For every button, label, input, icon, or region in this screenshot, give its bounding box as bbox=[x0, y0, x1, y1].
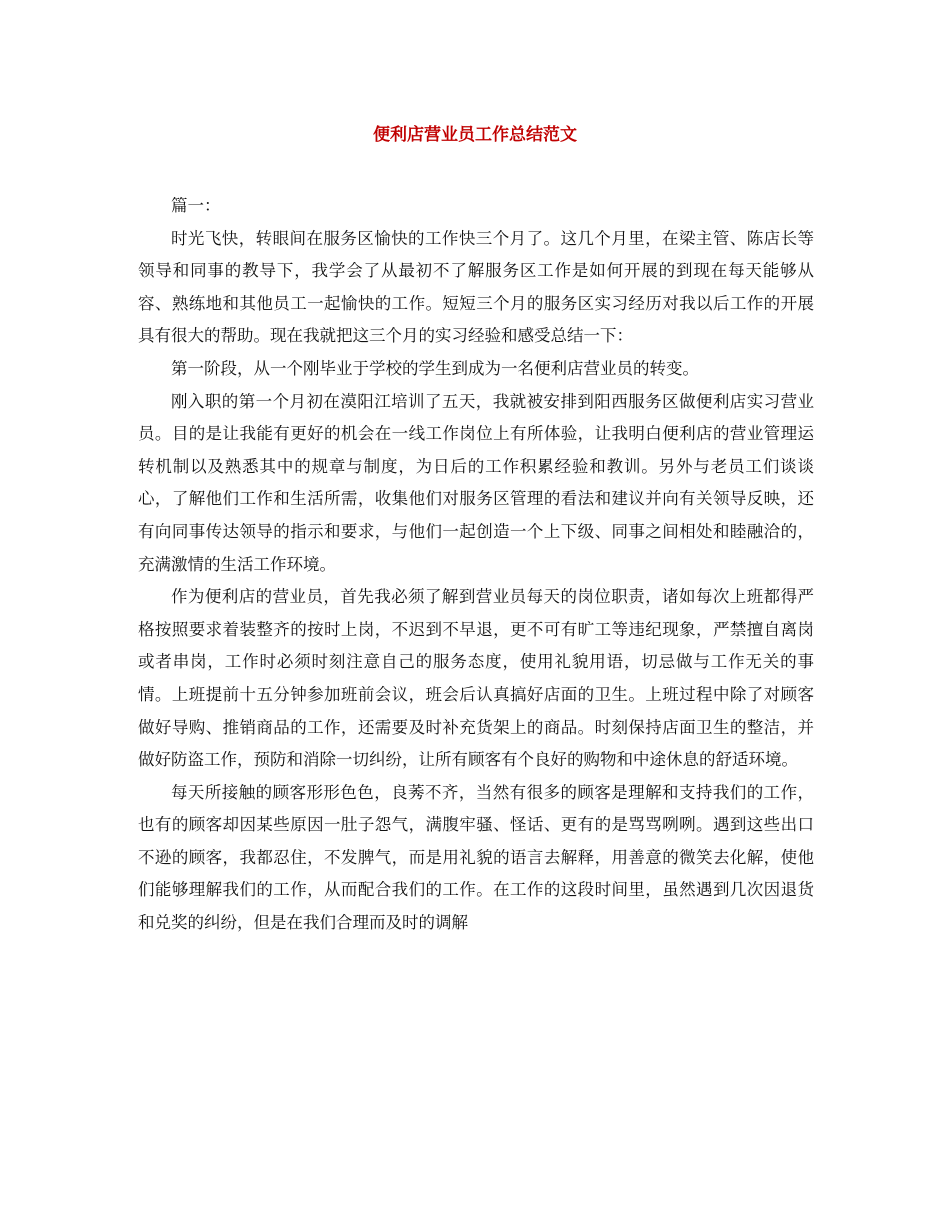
document-body bbox=[138, 190, 814, 940]
paragraph-customers: 每天所接触的顾客形形色色，良莠不齐，当然有很多的顾客是理解和支持我们的工作，也有的顾客却因某些原因一肚子怨气，满腹牢骚、怪话、更有的是骂骂咧咧。遇到这些出口不逊的顾客，我都忍住，不发脾气，而是用礼貌的语言去解释，用善意的微笑去化解，使他们能够理解我们的工作，从而配合我们的工作。在工作的这段时间里，虽然遇到几次因退货和兑奖的纠纷，但是在我们合理而及时的调解 bbox=[138, 782, 814, 933]
paragraph-training: 刚入职的第一个月初在漠阳江培训了五天，我就被安排到阳西服务区做便利店实习营业员。目的是让我能有更好的机会在一线工作岗位上有所体验，让我明白便利店的营业管理运转机制以及熟悉其中的规章与制度，为日后的工作积累经验和教训。另外与老员工们谈谈心，了解他们工作和生活所需，收集他们对服务区管理的看法和建议并向有关领导反映，还有向同事传达领导的指示和要求，与他们一起创造一个上下级、同事之间相处和睦融洽的，充满激情的生活工作环境。 bbox=[138, 391, 814, 574]
paragraph-duties: 作为便利店的营业员，首先我必须了解到营业员每天的岗位职责，诸如每次上班都得严格按照要求着装整齐的按时上岗，不迟到不早退，更不可有旷工等违纪现象，严禁擅自离岗或者串岗，工作时必须时刻注意自己的服务态度，使用礼貌用语，切忌做与工作无关的事情。上班提前十五分钟参加班前会议，班会后认真搞好店面的卫生。上班过程中除了对顾客做好导购、推销商品的工作，还需要及时补充货架上的商品。时刻保持店面卫生的整洁，并做好防盗工作，预防和消除一切纠纷，让所有顾客有个良好的购物和中途休息的舒适环境。 bbox=[138, 587, 814, 770]
document-title: 便利店营业员工作总结范文 bbox=[373, 125, 577, 145]
paragraph-section-label: 篇一： bbox=[171, 196, 221, 215]
paragraph-stage-one: 第一阶段，从一个刚毕业于学校的学生到成为一名便利店营业员的转变。 bbox=[171, 358, 699, 378]
paragraph-intro: 时光飞快，转眼间在服务区愉快的工作快三个月了。这几个月里，在梁主管、陈店长等领导和同事的教导下，我学会了从最初不了解服务区工作是如何开展的到现在每天能够从容、熟练地和其他员工一起愉快的工作。短短三个月的服务区实习经历对我以后工作的开展具有很大的帮助。现在我就把这三个月的实习经验和感受总结一下： bbox=[138, 228, 814, 346]
